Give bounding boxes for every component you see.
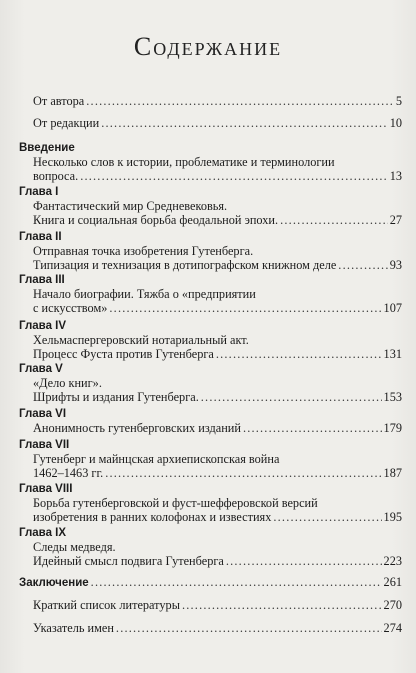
- toc-page-number: 13: [389, 169, 402, 183]
- toc-entry-chapter-1[interactable]: [33, 212, 402, 228]
- toc-heading-chapter-7: Глава VII: [19, 439, 70, 451]
- toc-text: Начало биографии. Тяжба о «предприятии: [33, 287, 256, 301]
- toc-entry-chapter-8[interactable]: [33, 509, 402, 525]
- toc-page-number: 195: [383, 510, 402, 524]
- toc-label: От редакции: [33, 116, 100, 130]
- toc-heading-chapter-5: Глава V: [19, 363, 63, 375]
- leader-dots: [101, 115, 387, 131]
- toc-text: Несколько слов к истории, проблематике и терминологии: [33, 155, 335, 169]
- toc-text: Гутенберг и майнцская архиепископская война: [33, 452, 280, 466]
- leader-dots: [91, 574, 382, 590]
- toc-page-number: 274: [383, 621, 402, 635]
- toc-label: Краткий список литературы: [33, 598, 180, 612]
- toc-entry-intro[interactable]: [33, 168, 402, 184]
- toc-text: Следы медведя.: [33, 540, 116, 554]
- toc-page-number: 107: [383, 301, 402, 315]
- toc-page-number: 131: [383, 347, 402, 361]
- leader-dots: [116, 620, 382, 636]
- toc-text: Фантастический мир Средневековья.: [33, 199, 228, 213]
- toc-page-number: 270: [383, 598, 402, 612]
- toc-page-number: 223: [383, 554, 402, 568]
- toc-entry-from-editors[interactable]: [33, 115, 402, 131]
- leader-dots: [182, 597, 382, 613]
- toc-entry-chapter-6[interactable]: [33, 420, 402, 436]
- toc-label: вопроса.: [33, 169, 79, 183]
- leader-dots: [243, 420, 382, 436]
- toc-heading-chapter-9: Глава IX: [19, 527, 67, 539]
- toc-entry-chapter-3[interactable]: [33, 300, 402, 316]
- toc-entry-literature[interactable]: [33, 597, 402, 613]
- toc-label: Идейный смысл подвига Гутенберга: [33, 554, 224, 568]
- toc-page-number: 153: [383, 390, 402, 404]
- toc-entry-chapter-2[interactable]: [33, 257, 402, 273]
- leader-dots: [226, 553, 382, 569]
- toc-label: Анонимность гутенберговских изданий: [33, 421, 241, 435]
- toc-label: Заключение: [19, 577, 89, 589]
- toc-heading-chapter-2: Глава II: [19, 231, 62, 243]
- table-of-contents: [19, 0, 402, 673]
- toc-heading-chapter-4: Глава IV: [19, 320, 67, 332]
- toc-page-number: 179: [383, 421, 402, 435]
- leader-dots: [86, 93, 394, 109]
- toc-page-number: 93: [389, 258, 402, 272]
- toc-page-number: 10: [389, 116, 402, 130]
- toc-label: Книга и социальная борьба феодальной эпохи.: [33, 213, 279, 227]
- toc-label: изобретения в ранних колофонах и известиях: [33, 510, 272, 524]
- toc-text: «Дело книг».: [33, 376, 102, 390]
- toc-label: Типизация и технизация в дотипографском книжном деле: [33, 258, 337, 272]
- leader-dots: [80, 168, 388, 184]
- toc-text: Хельмаспергеровский нотариальный акт.: [33, 333, 249, 347]
- toc-label: с искусством»: [33, 301, 108, 315]
- toc-entry-name-index[interactable]: [33, 620, 402, 636]
- leader-dots: [105, 465, 381, 481]
- toc-label: 1462–1463 гг.: [33, 466, 104, 480]
- toc-entry-from-author[interactable]: [33, 93, 402, 109]
- toc-entry-chapter-4[interactable]: [33, 346, 402, 362]
- toc-text: Борьба гутенберговской и фуст-шефферовской версий: [33, 496, 318, 510]
- toc-label: От автора: [33, 94, 85, 108]
- toc-entry-conclusion[interactable]: [19, 574, 402, 591]
- leader-dots: [273, 509, 381, 525]
- leader-dots: [338, 257, 387, 273]
- toc-heading-chapter-6: Глава VI: [19, 408, 67, 420]
- leader-dots: [201, 389, 382, 405]
- leader-dots: [216, 346, 382, 362]
- toc-label: Указатель имен: [33, 621, 114, 635]
- toc-entry-chapter-5[interactable]: [33, 389, 402, 405]
- toc-entry-chapter-9[interactable]: [33, 553, 402, 569]
- toc-label: Процесс Фуста против Гутенберга: [33, 347, 214, 361]
- toc-page-number: 261: [383, 575, 402, 589]
- toc-label: Шрифты и издания Гутенберга.: [33, 390, 199, 404]
- toc-text: Отправная точка изобретения Гутенберга.: [33, 244, 254, 258]
- toc-heading-intro: Введение: [19, 142, 75, 154]
- toc-heading-chapter-3: Глава III: [19, 274, 65, 286]
- page-title: Содержание: [133, 32, 283, 61]
- toc-heading-chapter-8: Глава VIII: [19, 483, 73, 495]
- toc-page-number: 27: [389, 213, 402, 227]
- toc-page-number: 5: [395, 94, 402, 108]
- toc-heading-chapter-1: Глава I: [19, 186, 59, 198]
- leader-dots: [109, 300, 381, 316]
- leader-dots: [280, 212, 388, 228]
- toc-entry-chapter-7[interactable]: [33, 465, 402, 481]
- toc-page-number: 187: [383, 466, 402, 480]
